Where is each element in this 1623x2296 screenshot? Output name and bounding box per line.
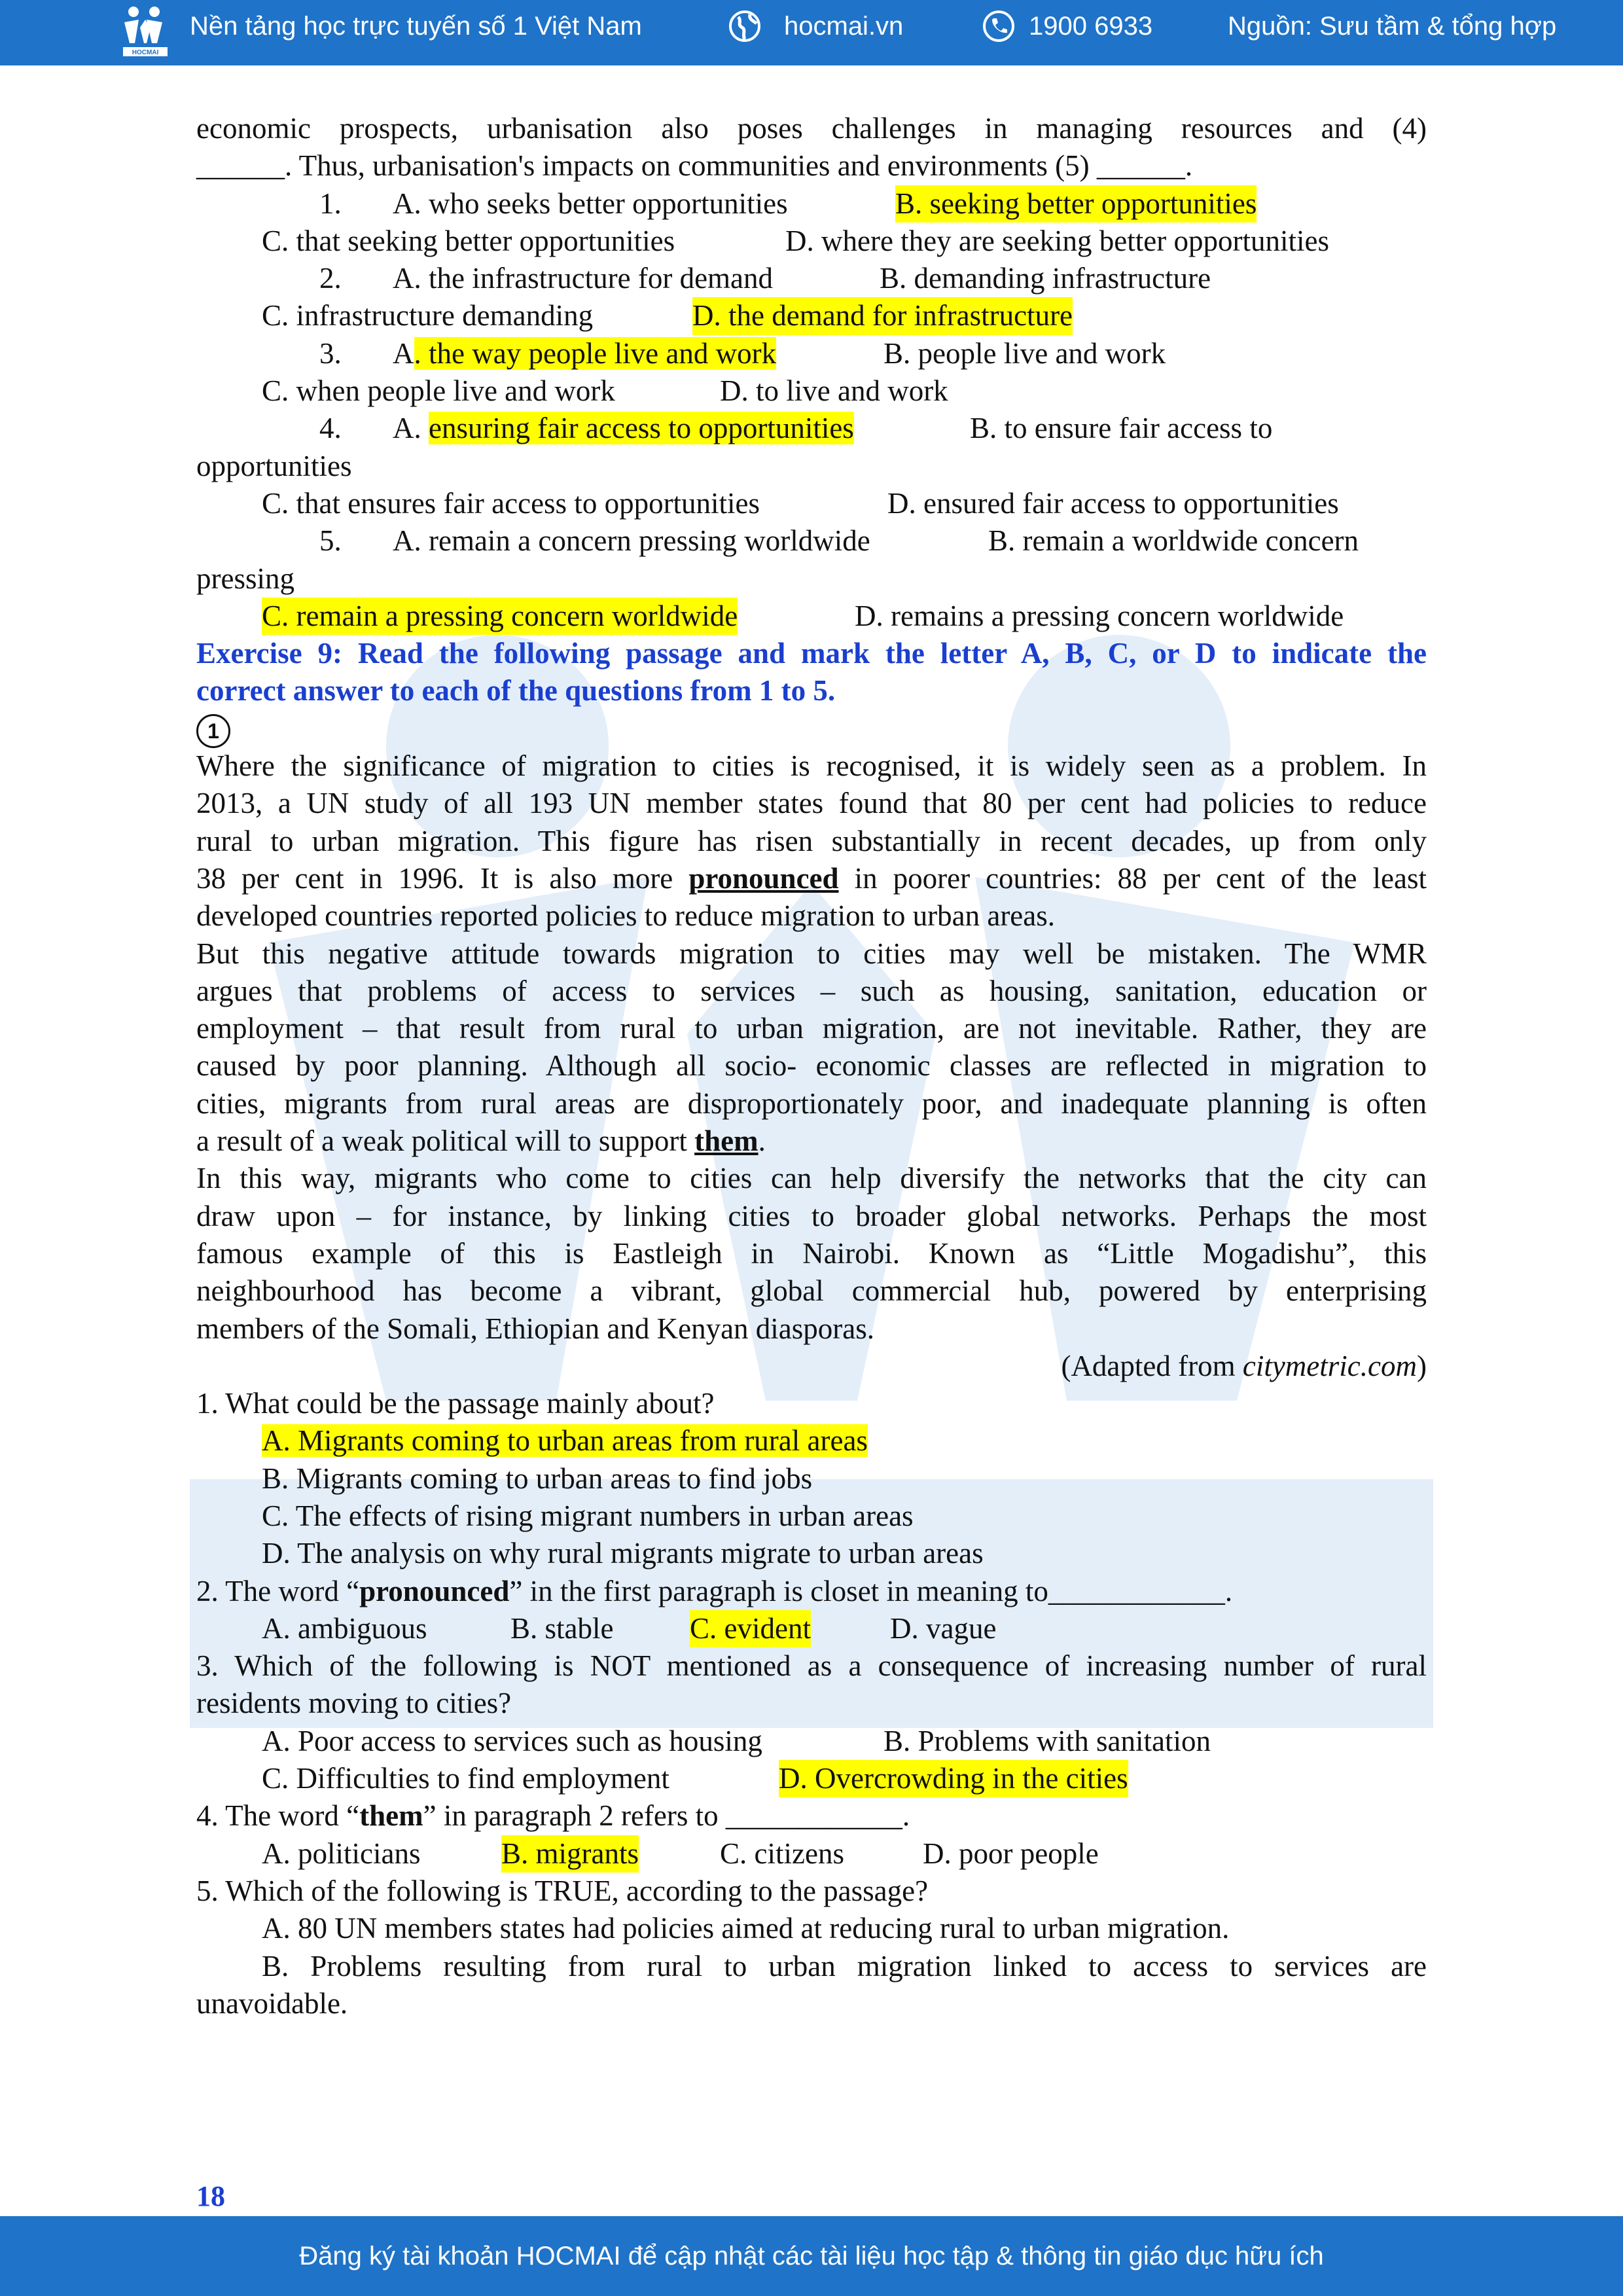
prev-question-2 [196, 260, 1427, 297]
svg-text:HOCMAI: HOCMAI [132, 49, 159, 56]
prev-question-5 [196, 522, 1427, 560]
question-stem: 1. What could be the passage mainly about? [196, 1387, 715, 1420]
text-segment: ” in paragraph 2 refers to ____________. [423, 1799, 910, 1833]
passage-line: Where the significance of migration to cities is recognised, it is widely seen as a problem. In [196, 749, 1427, 783]
text-segment: in poorer countries: 88 per cent of the least [838, 861, 1427, 895]
prev-question-4 [196, 410, 1427, 447]
option-a[interactable]: A. 80 UN members states had policies aimed at reducing rural to urban migration. [262, 1912, 1230, 1945]
option-b[interactable]: B. to ensure fair access to [970, 412, 1273, 445]
passage-line: members of the Somali, Ethiopian and Kenyan diasporas. [196, 1312, 875, 1345]
option-c[interactable]: C. that ensures fair access to opportunities [262, 486, 760, 520]
option-c-answer[interactable]: C. remain a pressing concern worldwide [262, 598, 738, 635]
option-b[interactable]: B. Problems with sanitation [883, 1724, 1211, 1757]
question-4-options [196, 1835, 1427, 1873]
header-source: Nguồn: Sưu tầm & tổng hợp [1228, 12, 1557, 41]
option-d-answer[interactable]: D. the demand for infrastructure [692, 297, 1073, 334]
keyword-pronounced: pronounced [688, 861, 839, 895]
option-b-continued: unavoidable. [196, 1986, 348, 2020]
option-b-continued: pressing [196, 562, 294, 595]
header-tagline: Nền tảng học trực tuyến số 1 Việt Nam [190, 12, 642, 41]
option-a-text: ensuring fair access to opportunities [429, 412, 854, 445]
question-number: 2. [319, 262, 342, 295]
passage-line: rural to urban migration. This figure has risen substantially in recent decades, up from only [196, 824, 1427, 857]
keyword: them [359, 1799, 423, 1833]
exercise-heading: Exercise 9: Read the following passage and mark the letter A, B, C, or D to indicate the [196, 637, 1427, 670]
keyword-them: them [694, 1124, 758, 1158]
option-d[interactable]: D. The analysis on why rural migrants migrate to urban areas [262, 1537, 984, 1570]
option-b[interactable]: B. Problems resulting from rural to urban migration linked to access to services are [262, 1949, 1427, 1982]
passage-line: caused by poor planning. Although all socio- economic classes are reflected in migration to [196, 1049, 1427, 1083]
question-1-options [196, 1422, 1427, 1460]
header-bar [0, 0, 1623, 65]
option-d[interactable]: D. where they are seeking better opportunities [785, 224, 1329, 257]
prev-question-5-cd [196, 598, 1427, 635]
option-b[interactable]: B. Migrants coming to urban areas to find jobs [262, 1462, 813, 1495]
option-a[interactable]: A. who seeks better opportunities [393, 187, 788, 220]
question-stem: residents moving to cities? [196, 1687, 512, 1720]
passage-end-line: economic prospects, urbanisation also poses challenges in managing resources and (4) [196, 112, 1427, 145]
text-segment: a result of a weak political will to support [196, 1124, 695, 1158]
text-segment: 2. The word “ [196, 1574, 360, 1607]
option-a[interactable]: A. the infrastructure for demand [393, 262, 774, 295]
option-letter: A. [393, 412, 429, 445]
question-number: 1. [319, 187, 342, 220]
option-d[interactable]: D. ensured fair access to opportunities [887, 486, 1339, 520]
option-a[interactable]: A. Poor access to services such as housing [262, 1724, 762, 1757]
option-d[interactable]: D. to live and work [720, 374, 948, 408]
option-c[interactable]: C. citizens [720, 1837, 844, 1870]
phone-icon [982, 9, 1016, 43]
option-a[interactable]: A. remain a concern pressing worldwide [393, 524, 870, 558]
option-d-answer[interactable]: D. Overcrowding in the cities [779, 1760, 1128, 1797]
question-stem: 3. Which of the following is NOT mentioned as a consequence of increasing number of rural [196, 1649, 1427, 1683]
passage-line: developed countries reported policies to reduce migration to urban areas. [196, 899, 1056, 933]
prev-question-2-cd [196, 297, 1427, 334]
option-c[interactable]: C. Difficulties to find employment [262, 1762, 669, 1795]
text-segment: . [758, 1124, 766, 1158]
prev-question-1-cd [196, 223, 1427, 260]
text-segment: 38 per cent in 1996. It is also more [196, 861, 689, 895]
option-b[interactable]: B. stable [510, 1611, 614, 1645]
passage-line: In this way, migrants who come to cities can help diversify the networks that the city can [196, 1162, 1427, 1195]
option-b[interactable]: B. demanding infrastructure [880, 262, 1211, 295]
passage-line: 2013, a UN study of all 193 UN member states found that 80 per cent had policies to reduce [196, 787, 1427, 820]
passage-line: neighbourhood has become a vibrant, global commercial hub, powered by enterprising [196, 1274, 1427, 1308]
question-stem [196, 1797, 1427, 1835]
question-2-options [196, 1610, 1427, 1647]
passage-line: employment – that result from rural to urban migration, are not inevitable. Rather, they are [196, 1012, 1427, 1045]
passage-line: famous example of this is Eastleigh in Nairobi. Known as “Little Mogadishu”, this [196, 1236, 1427, 1270]
passage-end-line: ______. Thus, urbanisation's impacts on communities and environments (5) ______. [196, 149, 1193, 183]
prev-question-1 [196, 185, 1427, 223]
question-number: 5. [319, 524, 342, 558]
question-stem [196, 1573, 1427, 1610]
circled-number: 1 [196, 714, 230, 748]
prev-question-4-cd [196, 485, 1427, 522]
prev-question-3-cd [196, 372, 1427, 410]
source-site: citymetric.com [1242, 1349, 1417, 1382]
option-a[interactable]: A. ambiguous [262, 1611, 427, 1645]
option-c-answer[interactable]: C. evident [690, 1610, 811, 1647]
keyword: pronounced [359, 1574, 510, 1607]
question-stem: 5. Which of the following is TRUE, according to the passage? [196, 1874, 929, 1907]
header-website-link[interactable]: hocmai.vn [784, 12, 904, 41]
prev-question-3 [196, 335, 1427, 372]
option-d[interactable]: D. vague [890, 1611, 997, 1645]
passage-line: argues that problems of access to services – such as housing, sanitation, education or [196, 974, 1427, 1007]
footer-banner[interactable]: Đăng ký tài khoản HOCMAI để cập nhật các tài liệu học tập & thông tin giáo dục hữu ích [0, 2216, 1623, 2296]
passage-marker [196, 710, 1427, 747]
option-b-answer[interactable]: B. seeking better opportunities [895, 185, 1257, 223]
page-number: 18 [196, 2180, 225, 2212]
text-segment: (Adapted from [1061, 1349, 1243, 1382]
option-d[interactable]: D. remains a pressing concern worldwide [855, 599, 1344, 632]
option-a[interactable]: A. politicians [262, 1837, 421, 1870]
globe-icon [728, 9, 762, 43]
header-phone[interactable]: 1900 6933 [1029, 12, 1153, 41]
option-a-answer[interactable] [393, 410, 854, 447]
option-c[interactable]: C. that seeking better opportunities [262, 224, 675, 257]
page-content [196, 110, 1427, 2022]
option-a-answer[interactable]: A. Migrants coming to urban areas from rural areas [262, 1424, 868, 1458]
passage-line: cities, migrants from rural areas are disproportionately poor, and inadequate planning is often [196, 1086, 1427, 1120]
text-segment: 4. The word “ [196, 1799, 360, 1833]
option-c[interactable]: C. The effects of rising migrant numbers in urban areas [262, 1499, 914, 1532]
option-a-text: . the way people live and work [414, 336, 777, 370]
option-b-answer[interactable]: B. migrants [501, 1835, 639, 1873]
option-b[interactable]: B. remain a worldwide concern [988, 524, 1359, 558]
question-3-options-ab [196, 1723, 1427, 1760]
passage-line: But this negative attitude towards migration to cities may well be mistaken. The WMR [196, 937, 1427, 970]
passage-line [196, 860, 1427, 897]
option-a-answer[interactable] [393, 335, 776, 372]
passage-line: draw upon – for instance, by linking cities to broader global networks. Perhaps the most [196, 1199, 1427, 1232]
question-3-options-cd [196, 1760, 1427, 1797]
option-letter: A [393, 336, 414, 370]
text-segment: ” in the first paragraph is closet in meaning to____________. [509, 1574, 1233, 1607]
option-b-continued: opportunities [196, 449, 352, 482]
passage-source [196, 1348, 1427, 1385]
question-number: 3. [319, 336, 342, 370]
text-segment: ) [1417, 1349, 1427, 1382]
option-b[interactable]: B. people live and work [883, 336, 1166, 370]
option-c[interactable]: C. infrastructure demanding [262, 299, 594, 332]
option-d[interactable]: D. poor people [923, 1837, 1099, 1870]
option-c[interactable]: C. when people live and work [262, 374, 615, 408]
hocmai-logo [116, 3, 175, 60]
question-number: 4. [319, 412, 342, 445]
exercise-heading: correct answer to each of the questions from 1 to 5. [196, 674, 836, 708]
passage-line [196, 1122, 1427, 1160]
